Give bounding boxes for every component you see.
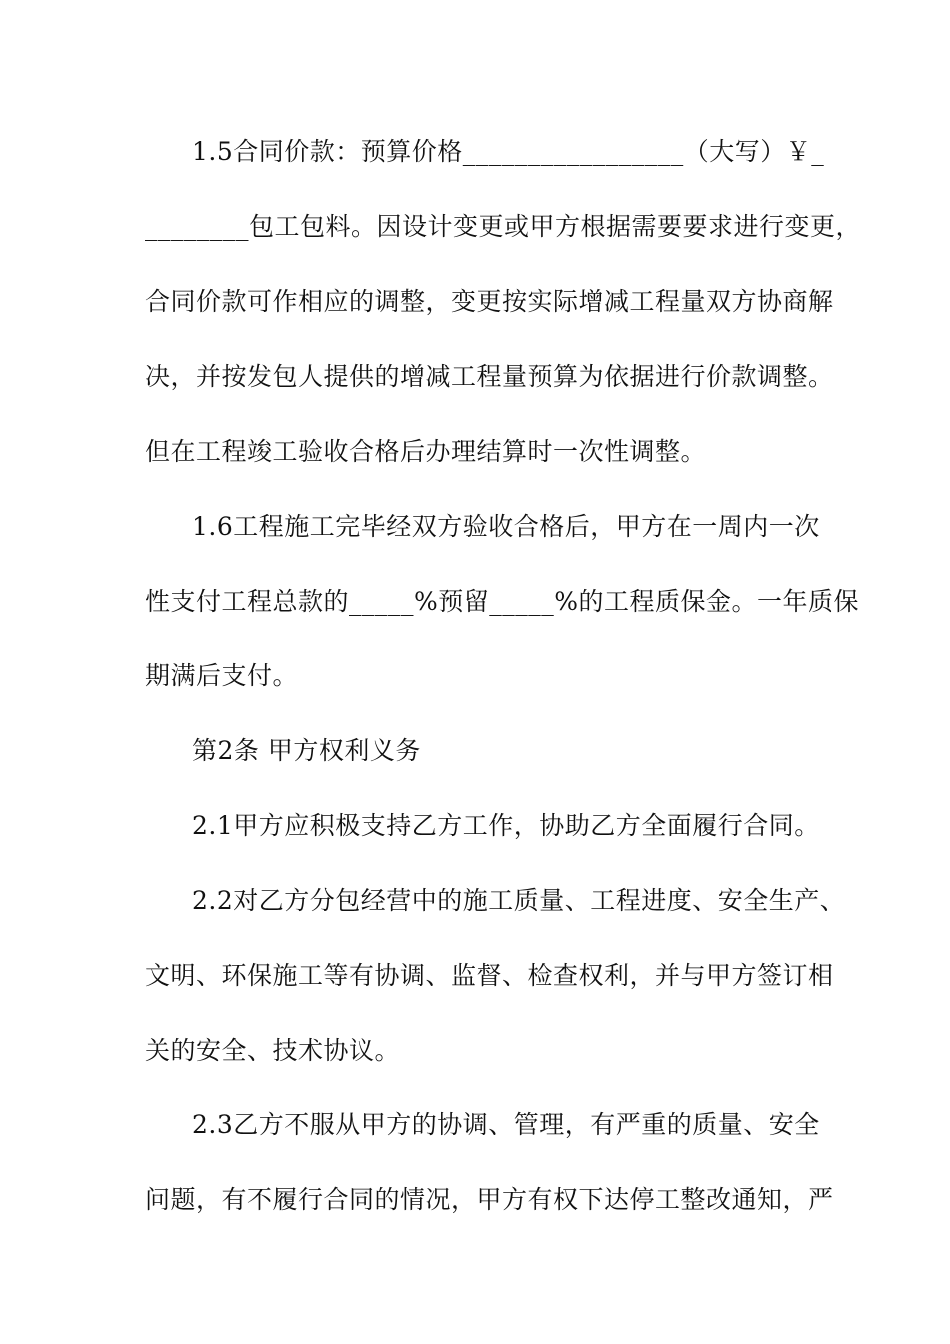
- clause-1-6-line-3: 期满后支付。: [145, 661, 299, 690]
- article-2-heading: 第2条 甲方权利义务: [192, 736, 421, 765]
- clause-2-1-line-1: 2.1甲方应积极支持乙方工作，协助乙方全面履行合同。: [192, 811, 820, 840]
- clause-1-6-line-2: 性支付工程总款的_____%预留_____%的工程质保金。一年质保: [145, 587, 860, 616]
- clause-1-5-line-4: 决，并按发包人提供的增减工程量预算为依据进行价款调整。: [145, 362, 834, 391]
- clause-2-2-line-1: 2.2对乙方分包经营中的施工质量、工程进度、安全生产、: [192, 886, 846, 915]
- clause-1-6-line-1: 1.6工程施工完毕经双方验收合格后，甲方在一周内一次: [192, 512, 820, 541]
- clause-2-2-line-3: 关的安全、技术协议。: [145, 1036, 401, 1065]
- clause-1-5-line-2: ________包工包料。因设计变更或甲方根据需要要求进行变更，: [145, 212, 862, 241]
- clause-2-3-line-1: 2.3乙方不服从甲方的协调、管理，有严重的质量、安全: [192, 1110, 820, 1139]
- clause-2-2-line-2: 文明、环保施工等有协调、监督、检查权利，并与甲方签订相: [145, 961, 834, 990]
- clause-1-5-line-1: 1.5合同价款：预算价格_________________（大写）￥_: [192, 137, 825, 166]
- clause-2-3-line-2: 问题，有不履行合同的情况，甲方有权下达停工整改通知，严: [145, 1185, 834, 1214]
- clause-1-5-line-5: 但在工程竣工验收合格后办理结算时一次性调整。: [145, 437, 707, 466]
- clause-1-5-line-3: 合同价款可作相应的调整，变更按实际增减工程量双方协商解: [145, 287, 834, 316]
